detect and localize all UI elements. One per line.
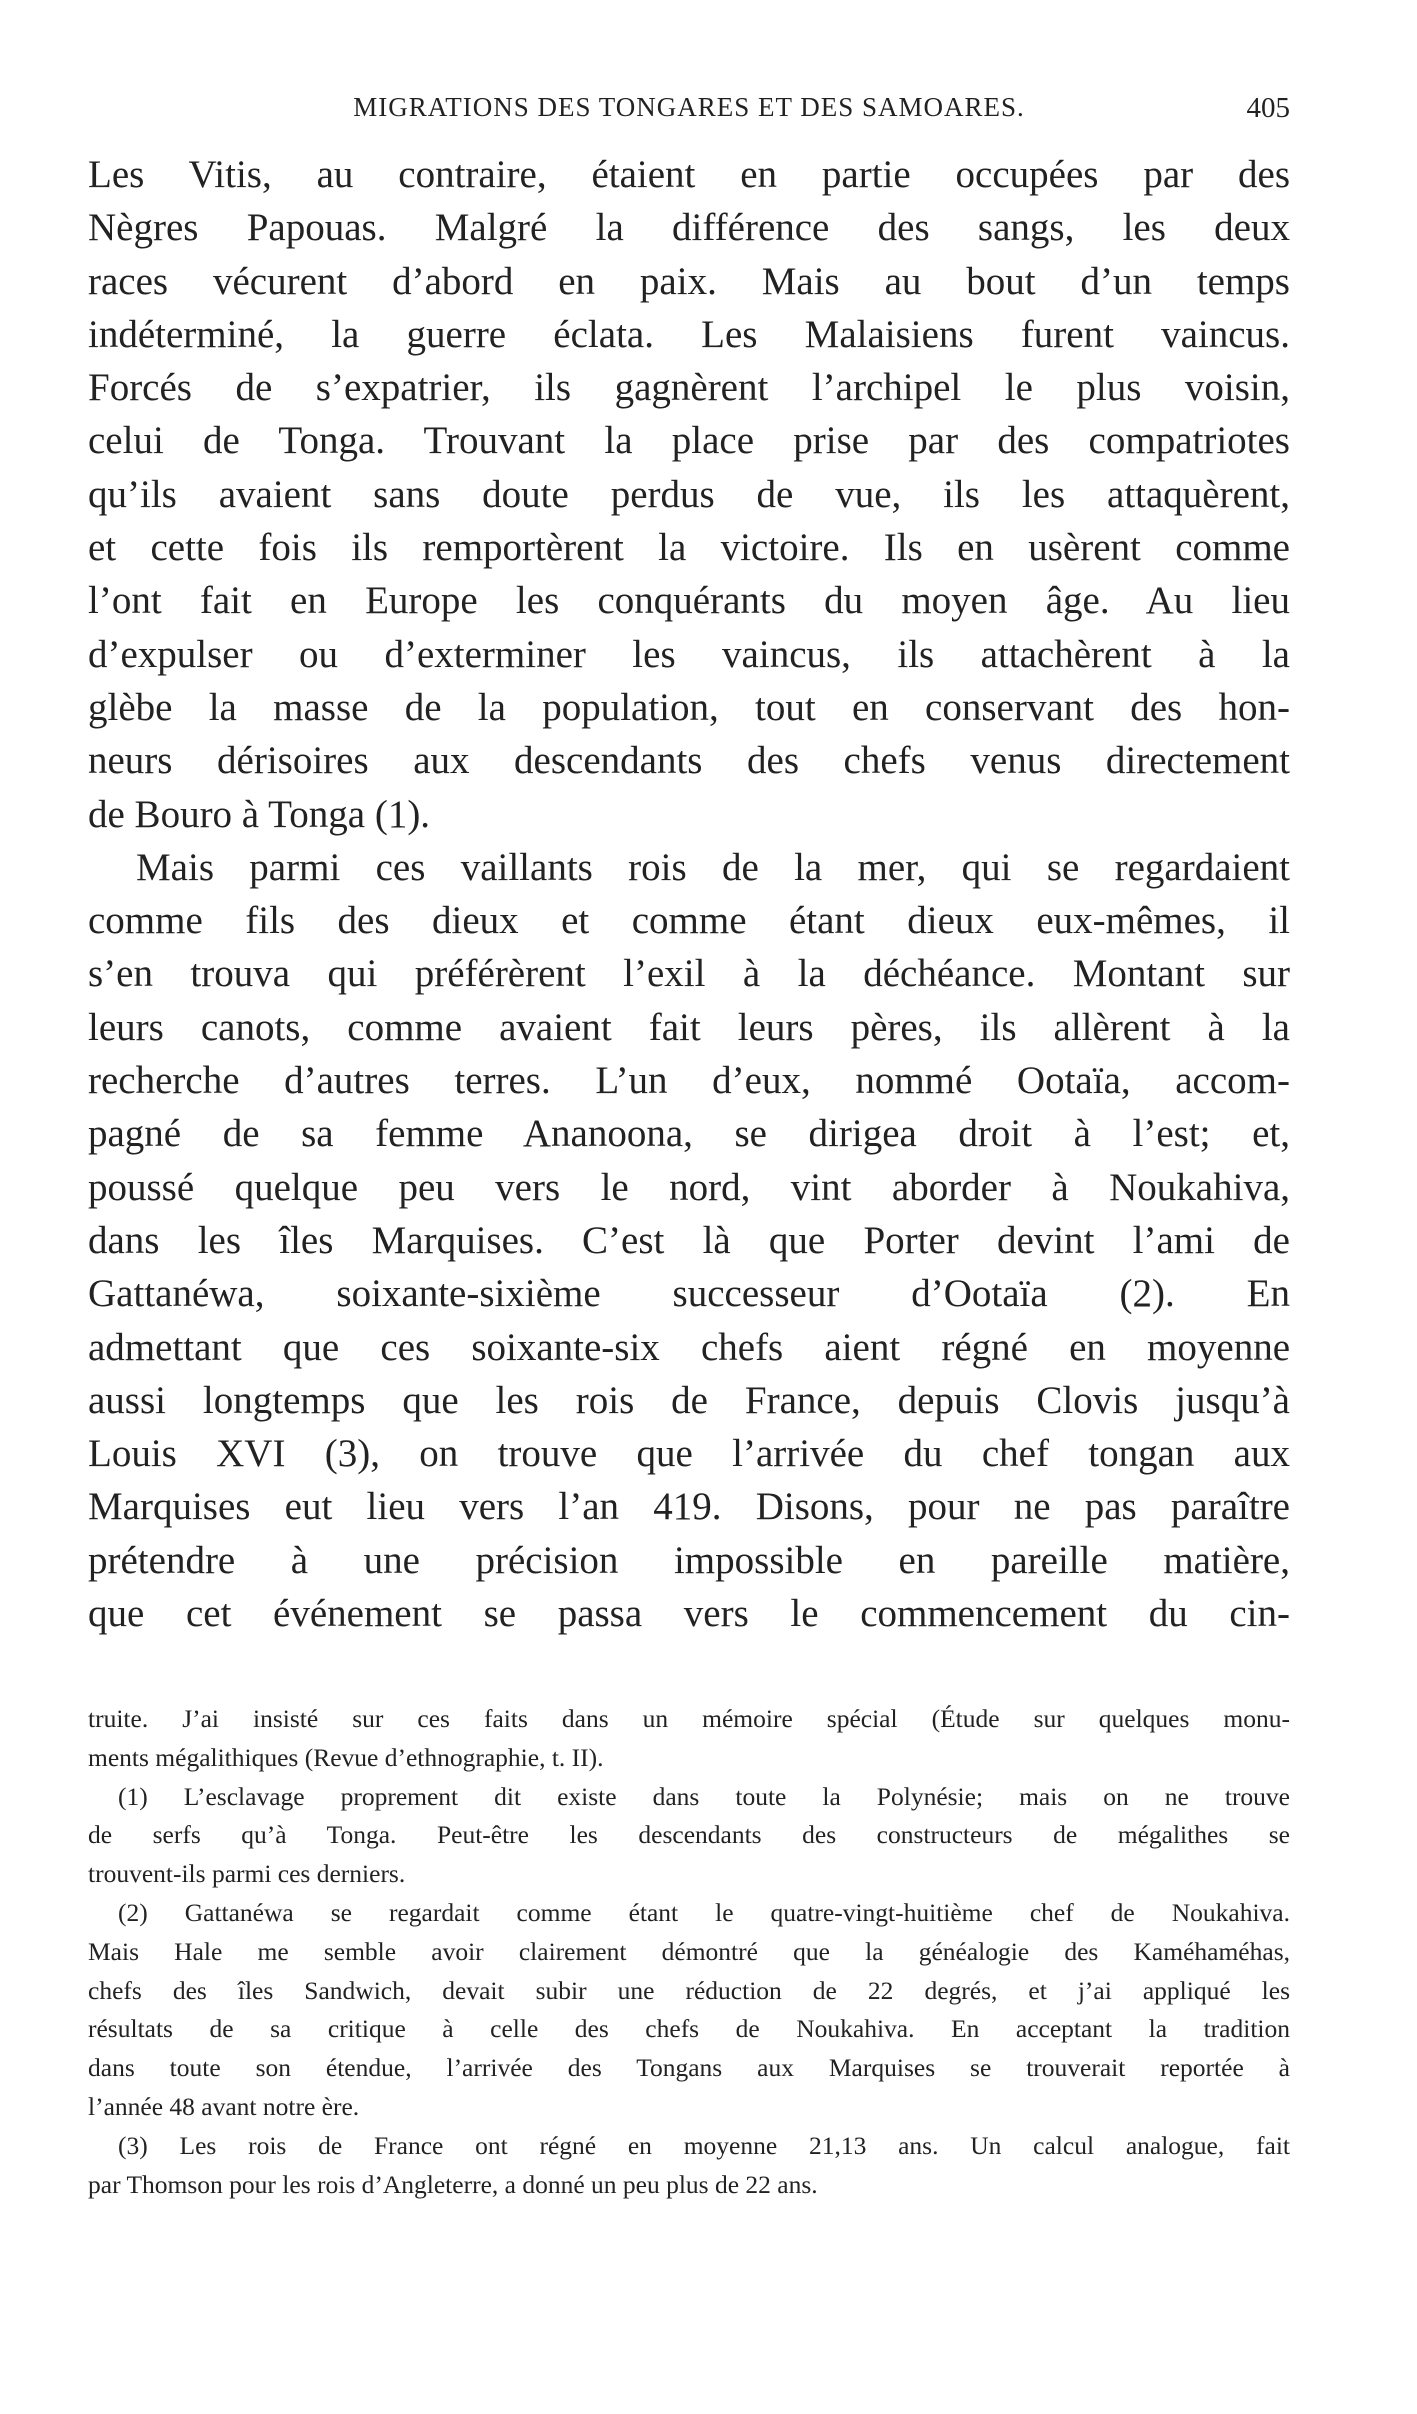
text-line: de Bouro à Tonga (1). [88, 792, 431, 836]
footnotes [88, 1700, 1290, 2204]
main-text [88, 148, 1290, 1640]
text-line: poussé quelque peu vers le nord, vint aborder à Noukahiva, [88, 1165, 1290, 1209]
text-line: comme fils des dieux et comme étant dieux eux-mêmes, il [88, 899, 1290, 943]
text-line: Nègres Papouas. Malgré la différence des sangs, les deux [88, 206, 1290, 250]
text-line: d’expulser ou d’exterminer les vaincus, ils attachèrent à la [88, 632, 1290, 676]
footnote-line: truite. J’ai insisté sur ces faits dans un mémoire spécial (Étude sur quelques monu- [88, 1704, 1290, 1733]
text-line: pagné de sa femme Ananoona, se dirigea droit à l’est; et, [88, 1112, 1290, 1156]
footnote-line: par Thomson pour les rois d’Angleterre, a donné un peu plus de 22 ans. [88, 2169, 818, 2199]
text-line: recherche d’autres terres. L’un d’eux, nommé Ootaïa, accom- [88, 1059, 1290, 1103]
text-line: Louis XVI (3), on trouve que l’arrivée du chef tongan aux [88, 1432, 1290, 1476]
text-line: races vécurent d’abord en paix. Mais au bout d’un temps [88, 259, 1290, 303]
footnote-line: dans toute son étendue, l’arrivée des Tongans aux Marquises se trouverait reportée à [88, 2053, 1290, 2083]
page-number: 405 [1246, 92, 1290, 124]
text-line: qu’ils avaient sans doute perdus de vue, ils les attaquèrent, [88, 472, 1290, 516]
running-title: MIGRATIONS DES TONGARES ET DES SAMOARES. [353, 92, 1025, 122]
footnote-1: (1) L’esclavage proprement dit existe dans toute la Polynésie; mais on ne trouve [118, 1781, 1290, 1811]
text-line: Forcés de s’expatrier, ils gagnèrent l’archipel le plus voisin, [88, 366, 1290, 410]
footnote-line: chefs des îles Sandwich, devait subir une réduction de 22 degrés, et j’ai appliqué les [88, 1975, 1290, 2005]
text-line: leurs canots, comme avaient fait leurs pères, ils allèrent à la [88, 1005, 1290, 1049]
footnote-line: résultats de sa critique à celle des chefs de Noukahiva. En acceptant la tradition [88, 2014, 1290, 2044]
footnote-3: (3) Les rois de France ont régné en moyenne 21,13 ans. Un calcul analogue, fait [118, 2130, 1290, 2160]
footnote-line: trouvent-ils parmi ces derniers. [88, 1859, 406, 1889]
text-line: s’en trouva qui préférèrent l’exil à la déchéance. Montant sur [88, 952, 1290, 996]
text-line: admettant que ces soixante-six chefs aient régné en moyenne [88, 1325, 1290, 1369]
text-line: neurs dérisoires aux descendants des chefs venus directement [88, 739, 1290, 783]
text-line: prétendre à une précision impossible en pareille matière, [88, 1538, 1290, 1582]
footnote-line: ments mégalithiques (Revue d’ethnographie, t. II). [88, 1742, 604, 1772]
text-line: Gattanéwa, soixante-sixième successeur d’Ootaïa (2). En [88, 1272, 1290, 1316]
footnote-2: (2) Gattanéwa se regardait comme étant le quatre-vingt-huitième chef de Noukahiva. [118, 1897, 1290, 1927]
footnote-line: de serfs qu’à Tonga. Peut-être les descendants des constructeurs de mégalithes se [88, 1820, 1290, 1850]
page-header [88, 92, 1290, 132]
text-line: indéterminé, la guerre éclata. Les Malaisiens furent vaincus. [88, 312, 1290, 356]
text-line: aussi longtemps que les rois de France, depuis Clovis jusqu’à [88, 1378, 1290, 1422]
text-line: et cette fois ils remportèrent la victoire. Ils en usèrent comme [88, 526, 1290, 570]
text-line: Mais parmi ces vaillants rois de la mer, qui se regardaient [136, 845, 1290, 889]
text-line: Les Vitis, au contraire, étaient en partie occupées par des [88, 153, 1290, 196]
footnote-line: l’année 48 avant notre ère. [88, 2091, 360, 2121]
text-line: Marquises eut lieu vers l’an 419. Disons, pour ne pas paraître [88, 1485, 1290, 1529]
text-line: dans les îles Marquises. C’est là que Porter devint l’ami de [88, 1218, 1290, 1262]
footnote-line: Mais Hale me semble avoir clairement démontré que la généalogie des Kaméhaméhas, [88, 1936, 1290, 1966]
text-line: l’ont fait en Europe les conquérants du moyen âge. Au lieu [88, 579, 1290, 623]
text-line: celui de Tonga. Trouvant la place prise par des compatriotes [88, 419, 1290, 463]
text-line: glèbe la masse de la population, tout en conservant des hon- [88, 685, 1290, 729]
text-line: que cet événement se passa vers le commencement du cin- [88, 1592, 1290, 1636]
